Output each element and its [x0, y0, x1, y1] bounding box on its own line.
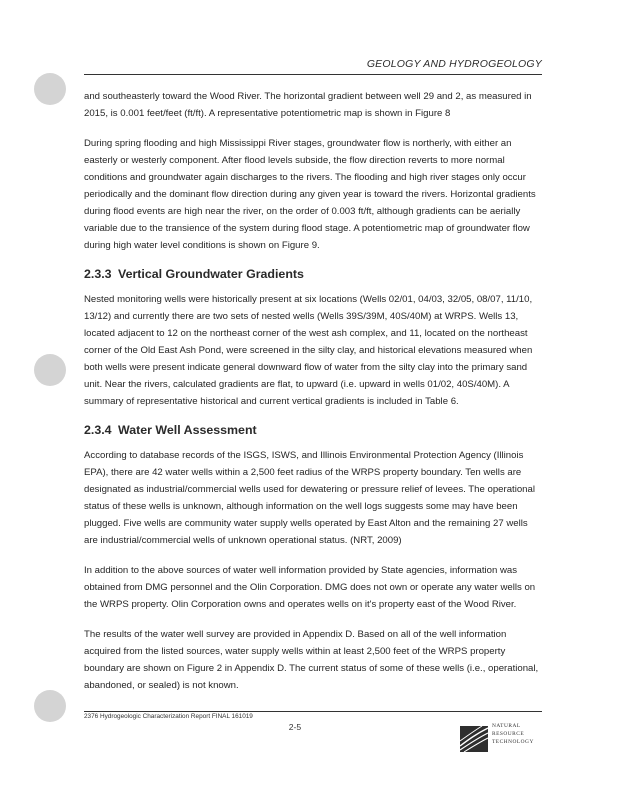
- logo-line: NATURAL: [492, 723, 521, 729]
- paragraph: The results of the water well survey are provided in Appendix D. Based on all of the well information acquired from the listed sources, water supply wells within at least 2,500 feet of the WRPS property boundary are shown on Figure 2 in Appendix D. The current status of some of these wells (i.e., operational, abandoned, or sealed) is not known.: [84, 629, 539, 691]
- punch-hole: [34, 73, 66, 105]
- section-title: Vertical Groundwater Gradients: [118, 267, 304, 281]
- logo-mark-icon: [460, 720, 490, 754]
- footer-report-id: 2376 Hydrogeologic Characterization Report FINAL 161019: [84, 713, 253, 720]
- section-title: Water Well Assessment: [118, 423, 257, 437]
- logo-line: TECHNOLOGY: [492, 739, 534, 745]
- paragraph: and southeasterly toward the Wood River. The horizontal gradient between well 29 and 2, as measured in 2015, is 0.001 feet/feet (ft/ft). A representative potentiometric map is shown in Figure 8: [84, 91, 532, 119]
- page-body: [84, 88, 542, 707]
- section-number: 2.3.4: [84, 423, 112, 437]
- logo-wordmark: [492, 722, 534, 746]
- page-number: 2-5: [288, 722, 302, 732]
- paragraph: During spring flooding and high Mississippi River stages, groundwater flow is northerly, with either an easterly or westerly component. After flood levels subside, the flow direction reverts to more normal conditions and groundwater again discharges to the rivers. The flooding and high river stages only occur periodically and the dominant flow direction during any given year is toward the rivers. Horizontal gradients during flood events are high near the river, on the order of 0.003 ft/ft, although gradients can be aerially variable due to the transience of the system during flood stage. A potentiometric map of groundwater flow during high water level conditions is shown on Figure 9.: [84, 138, 536, 251]
- footer-rule: [84, 711, 542, 712]
- punch-hole: [34, 690, 66, 722]
- section-number: 2.3.3: [84, 267, 112, 281]
- paragraph: In addition to the above sources of water well information provided by State agencies, information was obtained from DMG personnel and the Olin Corporation. DMG does not own or operate any water wells on the WRPS property. Olin Corporation owns and operates wells on it's property east of the Wood River.: [84, 565, 536, 610]
- section-heading-water-well-assessment: [84, 423, 542, 437]
- paragraph: Nested monitoring wells were historically present at six locations (Wells 02/01, 04/03, 32/05, 08/07, 11/10, 13/12) and currently there are two sets of nested wells (Wells 39S/39M, 40S/40M) at WRPS. Wells 13, located adjacent to 12 on the northeast corner of the west ash complex, and 11, located on the northeast corner of the Old East Ash Pond, were screened in the silty clay, and historical elevations measured when both wells were present indicate general downward flow of water from the silty clay into the primary sand unit. Near the rivers, calculated gradients are flat, to upward (i.e. upward in wells 01/02, 40S/40M). A summary of representative historical and current vertical gradients is included in Table 6.: [84, 294, 533, 407]
- running-header: GEOLOGY AND HYDROGEOLOGY: [366, 58, 542, 70]
- punch-hole: [34, 354, 66, 386]
- section-heading-vertical-gradients: [84, 267, 542, 281]
- paragraph: According to database records of the ISGS, ISWS, and Illinois Environmental Protection Agency (Illinois EPA), there are 42 water wells within a 2,500 feet radius of the WRPS property boundary. Ten wells are designated as industrial/commercial wells used for dewatering or pressure relief of levees. The operational status of these wells is unknown, although information on the well logs suggests some may have been plugged. Five wells are community water supply wells operated by East Alton and the remaining 27 wells are industrial/commercial wells of unknown operational status. (NRT, 2009): [84, 450, 535, 546]
- logo-line: RESOURCE: [492, 731, 525, 737]
- header-rule: [84, 74, 542, 75]
- company-logo: [460, 720, 550, 754]
